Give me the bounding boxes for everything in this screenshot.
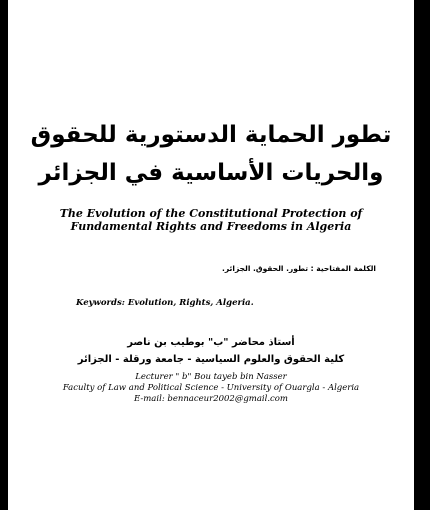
- author-arabic: أستاذ محاضر "ب" بوطيب بن ناصر: [127, 337, 295, 348]
- affiliation-english: Faculty of Law and Political Science - University of Ouargla - Algeria: [62, 383, 360, 393]
- document-page: [8, 0, 414, 510]
- title-english-line2: Fundamental Rights and Freedoms in Algeria: [70, 220, 352, 233]
- author-english: Lecturer " b" Bou tayeb bin Nasser: [135, 372, 287, 382]
- author-email[interactable]: E-mail: bennaceur2002@gmail.com: [134, 394, 288, 404]
- title-arabic-line2: والحريات الأساسية في الجزائر: [38, 160, 384, 186]
- keywords-english: Keywords: Evolution, Rights, Algeria.: [76, 298, 254, 308]
- affiliation-arabic: كلية الحقوق والعلوم السياسية - جامعة ورقلة - الجزائر: [77, 354, 345, 365]
- scrollbar[interactable]: [414, 0, 430, 510]
- keywords-arabic: الكلمة المفتاحية : تطور. الحقوق. الجزائر.: [222, 264, 376, 273]
- title-arabic-line1: تطور الحماية الدستورية للحقوق: [30, 122, 392, 148]
- title-english-line1: The Evolution of the Constitutional Protection of: [59, 207, 363, 220]
